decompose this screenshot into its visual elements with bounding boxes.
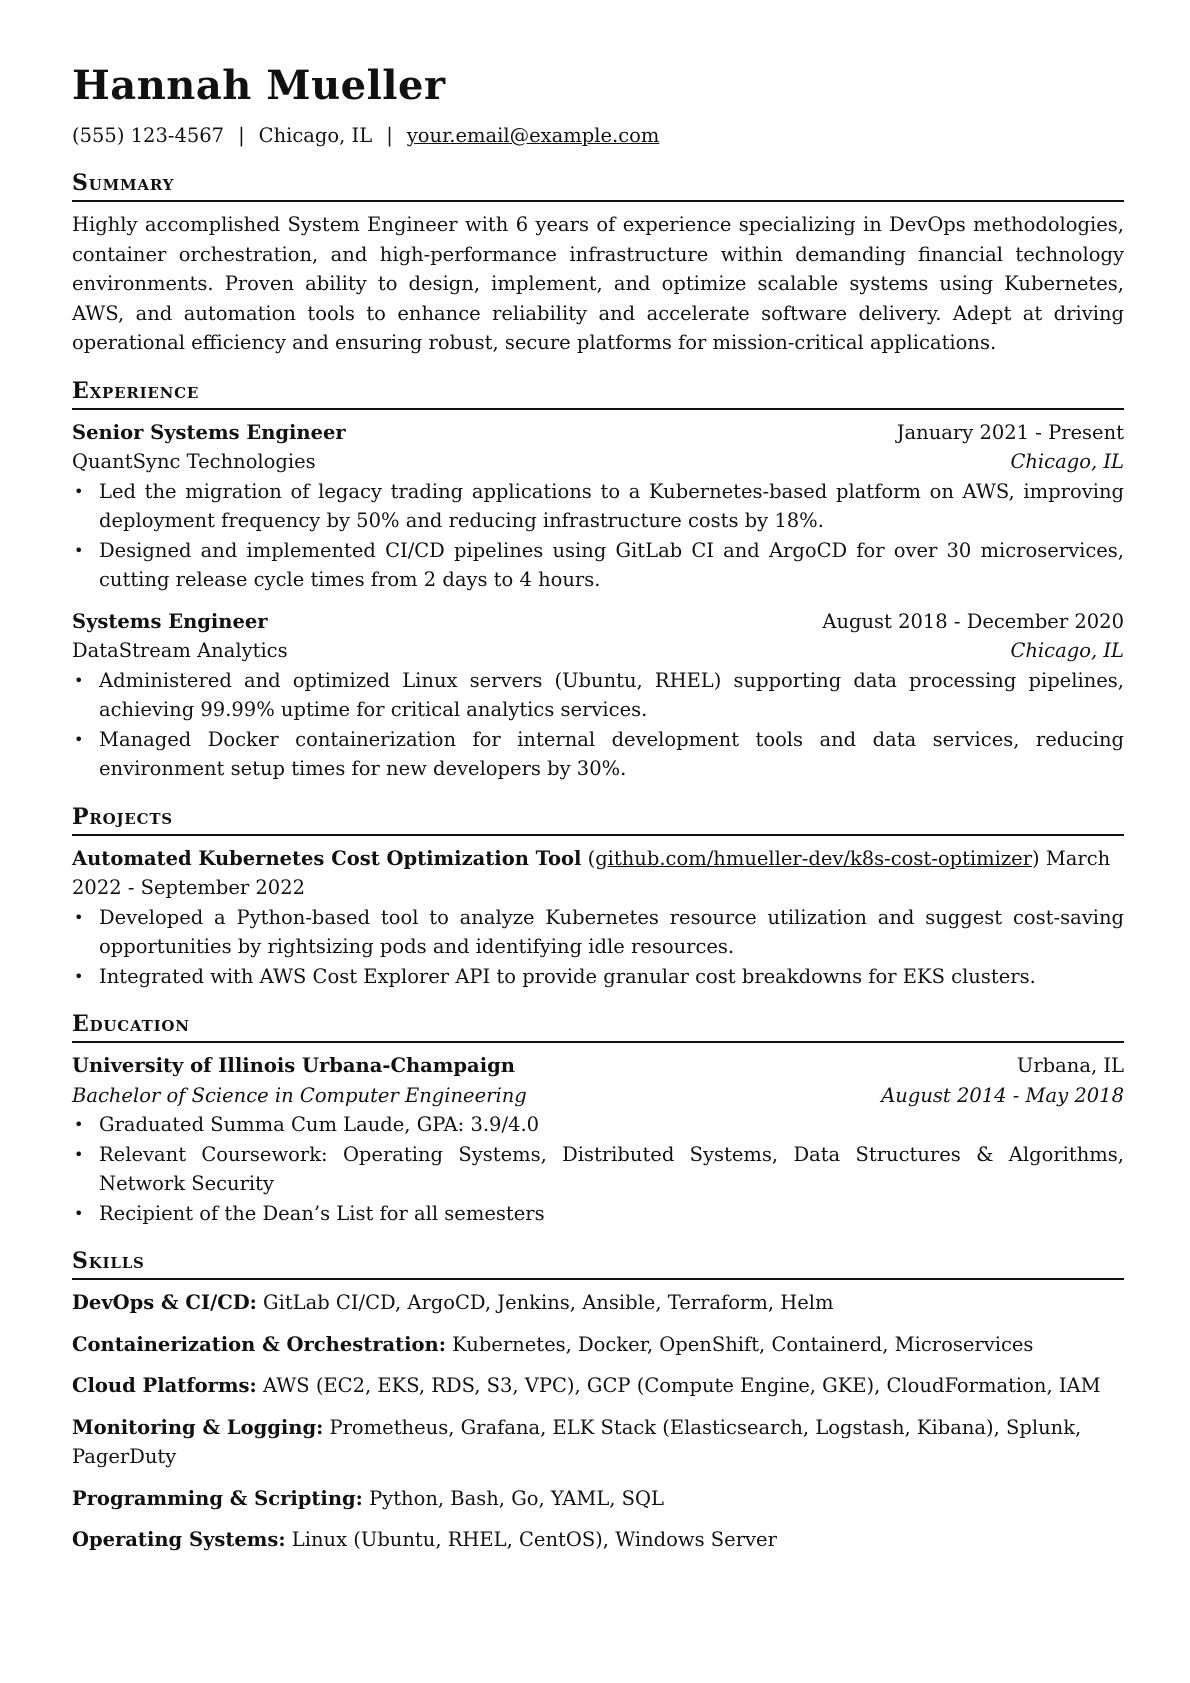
skill-values: AWS (EC2, EKS, RDS, S3, VPC), GCP (Compute Engine, GKE), CloudFormation, IAM xyxy=(262,1374,1101,1397)
bullet-item: • Managed Docker containerization for internal development tools and data services, reducing environment setup times for new developers by 30%. xyxy=(99,725,1124,784)
project-name: Automated Kubernetes Cost Optimization Tool xyxy=(72,846,582,870)
skill-category: Containerization & Orchestration: xyxy=(72,1332,446,1356)
skill-category: Programming & Scripting: xyxy=(72,1486,363,1510)
skill-values: GitLab CI/CD, ArgoCD, Jenkins, Ansible, Terraform, Helm xyxy=(263,1291,834,1314)
education-dates: August 2014 - May 2018 xyxy=(881,1083,1124,1107)
separator: | xyxy=(238,124,245,147)
phone-number: (555) 123-4567 xyxy=(72,124,225,147)
job-title: Systems Engineer xyxy=(72,609,268,633)
project-link[interactable]: github.com/hmueller-dev/k8s-cost-optimizer xyxy=(595,846,1033,870)
job-location: Chicago, IL xyxy=(1010,450,1124,473)
section-heading-skills: Skills xyxy=(72,1246,1124,1280)
job-dates: January 2021 - Present xyxy=(896,420,1124,444)
skill-category: Cloud Platforms: xyxy=(72,1374,257,1397)
school-location: Urbana, IL xyxy=(1016,1054,1124,1077)
skill-line xyxy=(72,1413,1124,1472)
skill-line xyxy=(72,1484,1124,1514)
skill-values: Linux (Ubuntu, RHEL, CentOS), Windows Server xyxy=(291,1528,777,1551)
section-heading-summary: Summary xyxy=(72,168,1124,202)
section-heading-projects: Projects xyxy=(72,802,1124,836)
bullet-item: • Designed and implemented CI/CD pipelines using GitLab CI and ArgoCD for over 30 microservices, cutting release cycle times from 2 days to 4 hours. xyxy=(99,536,1124,595)
skill-line xyxy=(72,1371,1124,1401)
section-heading-experience: Experience xyxy=(72,376,1124,410)
degree: Bachelor of Science in Computer Engineering xyxy=(72,1083,527,1107)
skill-category: Operating Systems: xyxy=(72,1528,286,1551)
education-bullets xyxy=(72,1110,1124,1228)
project-bullets xyxy=(72,903,1124,992)
job-entry xyxy=(72,418,1124,595)
project-entry xyxy=(72,844,1124,992)
job-title: Senior Systems Engineer xyxy=(72,420,346,444)
job-bullets xyxy=(72,666,1124,784)
email-link[interactable]: your.email@example.com xyxy=(406,124,660,147)
section-heading-education: Education xyxy=(72,1009,1124,1043)
separator: | xyxy=(386,124,393,147)
skill-values: Kubernetes, Docker, OpenShift, Containerd, Microservices xyxy=(452,1332,1034,1356)
skill-line xyxy=(72,1288,1124,1318)
company-name: QuantSync Technologies xyxy=(72,450,316,473)
resume-page xyxy=(72,60,1124,1567)
job-location: Chicago, IL xyxy=(1010,639,1124,662)
skill-category: DevOps & CI/CD: xyxy=(72,1291,257,1314)
project-dates: March 2022 - September 2022 xyxy=(72,846,1111,899)
skill-line xyxy=(72,1525,1124,1555)
job-dates: August 2018 - December 2020 xyxy=(822,609,1124,633)
job-bullets xyxy=(72,477,1124,595)
bullet-item: • Led the migration of legacy trading applications to a Kubernetes-based platform on AWS, improving deployment frequency by 50% and reducing infrastructure costs by 18%. xyxy=(99,477,1124,536)
company-name: DataStream Analytics xyxy=(72,639,288,662)
project-header: Automated Kubernetes Cost Optimization Tool (github.com/hmueller-dev/k8s-cost-optimizer) March 2022 - September 2022 xyxy=(72,846,1111,899)
bullet-item: • Relevant Coursework: Operating Systems, Distributed Systems, Data Structures & Algorithms, Network Security xyxy=(99,1140,1124,1199)
bullet-item: • Integrated with AWS Cost Explorer API to provide granular cost breakdowns for EKS clusters. xyxy=(99,962,1124,992)
contact-line xyxy=(72,122,1124,150)
bullet-item: • Developed a Python-based tool to analyze Kubernetes resource utilization and suggest cost-saving opportunities by rightsizing pods and identifying idle resources. xyxy=(99,903,1124,962)
skills-list xyxy=(72,1288,1124,1555)
bullet-item: • Administered and optimized Linux servers (Ubuntu, RHEL) supporting data processing pipelines, achieving 99.99% uptime for critical analytics services. xyxy=(99,666,1124,725)
skill-line xyxy=(72,1330,1124,1360)
candidate-name: Hannah Mueller xyxy=(72,62,446,109)
skill-values: Python, Bash, Go, YAML, SQL xyxy=(369,1486,664,1510)
school-name: University of Illinois Urbana-Champaign xyxy=(72,1054,515,1077)
job-entry xyxy=(72,607,1124,784)
education-entry xyxy=(72,1051,1124,1228)
summary-text: Highly accomplished System Engineer with 6 years of experience specializing in DevOps methodologies, container orchestration, and high-performance infrastructure within demanding financial technology environments. Proven ability to design, implement, and optimize scalable systems using Kubernetes, AWS, and automation tools to enhance reliability and accelerate software delivery. Adept at driving operational efficiency and ensuring robust, secure platforms for mission-critical applications. xyxy=(72,213,1124,354)
bullet-item: • Graduated Summa Cum Laude, GPA: 3.9/4.0 xyxy=(99,1110,1124,1140)
skill-values: Prometheus, Grafana, ELK Stack (Elasticsearch, Logstash, Kibana), Splunk, PagerDuty xyxy=(72,1415,1082,1468)
bullet-item: • Recipient of the Dean’s List for all semesters xyxy=(99,1199,1124,1229)
location: Chicago, IL xyxy=(258,124,373,147)
skill-category: Monitoring & Logging: xyxy=(72,1415,324,1439)
